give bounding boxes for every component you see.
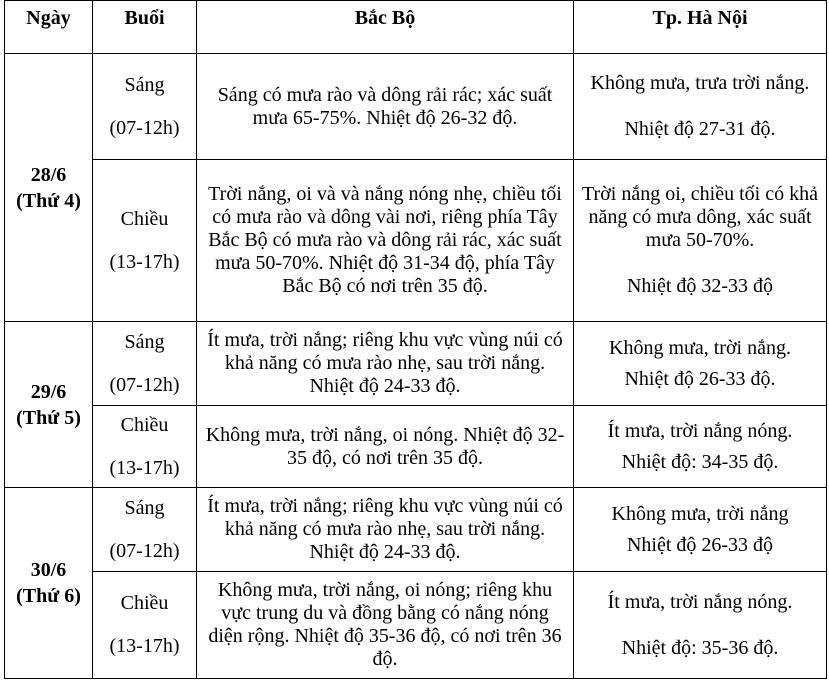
- day-cell: [5, 322, 93, 488]
- session-time: (13-17h): [109, 456, 180, 479]
- hanoi-forecast: [574, 572, 827, 679]
- header-day: Ngày: [5, 1, 93, 54]
- session-name: Sáng: [124, 330, 165, 353]
- hanoi-forecast: [574, 322, 827, 406]
- session-time: (07-12h): [109, 116, 180, 139]
- table-row: [5, 322, 827, 406]
- session-time: (13-17h): [109, 635, 180, 657]
- north-forecast: Trời nắng, oi và và nắng nóng nhẹ, chiều tối có mưa rào và dông vài nơi, riêng phía Tây Bắc Bộ có mưa rào và dông rải rác, xác suất mưa 50-70%. Nhiệt độ 31-34 độ, phía Tây Bắc Bộ có nơi trên 35 độ.: [197, 160, 574, 322]
- header-north: Bắc Bộ: [197, 1, 574, 54]
- session-cell: [93, 54, 197, 160]
- session-cell: [93, 160, 197, 322]
- session-name: Sáng: [124, 496, 165, 519]
- header-session: Buổi: [93, 1, 197, 54]
- hanoi-desc: Ít mưa, trời nắng nóng.: [607, 590, 793, 613]
- hanoi-temp: Nhiệt độ: 34-35 độ.: [621, 450, 779, 473]
- hanoi-desc: Không mưa, trời nắng: [611, 502, 789, 525]
- hanoi-desc: Trời nắng oi, chiều tối có khả năng có mưa dông, xác suất mưa 50-70%.: [582, 183, 818, 251]
- hanoi-temp: Nhiệt độ 32-33 độ: [626, 275, 774, 297]
- day-weekday: (Thứ 6): [16, 585, 81, 607]
- day-cell: [5, 488, 93, 679]
- session-name: Chiều: [120, 207, 169, 230]
- header-row: [5, 1, 827, 54]
- day-date: 28/6: [30, 163, 67, 186]
- table-row: [5, 406, 827, 488]
- session-time: (07-12h): [109, 373, 180, 396]
- day-date: 30/6: [30, 559, 67, 581]
- session-cell: [93, 572, 197, 679]
- hanoi-desc: Không mưa, trưa trời nắng.: [590, 72, 810, 94]
- hanoi-temp: Nhiệt độ 27-31 độ.: [624, 118, 776, 140]
- header-hanoi: Tp. Hà Nội: [574, 1, 827, 54]
- day-cell: [5, 54, 93, 322]
- weather-forecast-table: [4, 0, 827, 679]
- session-name: Sáng: [124, 73, 165, 96]
- session-cell: [93, 488, 197, 572]
- day-weekday: (Thứ 5): [16, 406, 81, 429]
- session-cell: [93, 406, 197, 488]
- hanoi-desc: Ít mưa, trời nắng nóng.: [607, 419, 793, 442]
- session-time: (07-12h): [109, 539, 180, 562]
- north-forecast: Không mưa, trời nắng, oi nóng. Nhiệt độ 32-35 độ, có nơi trên 35 độ.: [197, 406, 574, 488]
- day-date: 29/6: [30, 380, 67, 403]
- table-row: [5, 54, 827, 160]
- north-forecast: Ít mưa, trời nắng; riêng khu vực vùng núi có khả năng có mưa rào nhẹ, sau trời nắng. Nhiệt độ 24-33 độ.: [197, 488, 574, 572]
- day-weekday: (Thứ 4): [16, 189, 81, 212]
- session-cell: [93, 322, 197, 406]
- hanoi-temp: Nhiệt độ: 35-36 độ.: [621, 636, 779, 659]
- hanoi-temp: Nhiệt độ 26-33 độ.: [624, 367, 776, 390]
- north-forecast: Sáng có mưa rào và dông rải rác; xác suất mưa 65-75%. Nhiệt độ 26-32 độ.: [197, 54, 574, 160]
- hanoi-desc: Không mưa, trời nắng.: [609, 336, 791, 359]
- session-name: Chiều: [120, 592, 169, 614]
- session-time: (13-17h): [109, 250, 180, 273]
- table-row: [5, 572, 827, 679]
- hanoi-forecast: [574, 406, 827, 488]
- hanoi-forecast: [574, 54, 827, 160]
- session-name: Chiều: [120, 413, 169, 436]
- hanoi-forecast: [574, 160, 827, 322]
- hanoi-forecast: [574, 488, 827, 572]
- hanoi-temp: Nhiệt độ 26-33 độ: [626, 533, 774, 556]
- table-row: [5, 488, 827, 572]
- north-forecast: Không mưa, trời nắng, oi nóng; riêng khu vực trung du và đồng bằng có nắng nóng diện rộng. Nhiệt độ 35-36 độ, có nơi trên 36 độ.: [197, 572, 574, 679]
- table-row: [5, 160, 827, 322]
- north-forecast: Ít mưa, trời nắng; riêng khu vực vùng núi có khả năng có mưa rào nhẹ, sau trời nắng. Nhiệt độ 24-33 độ.: [197, 322, 574, 406]
